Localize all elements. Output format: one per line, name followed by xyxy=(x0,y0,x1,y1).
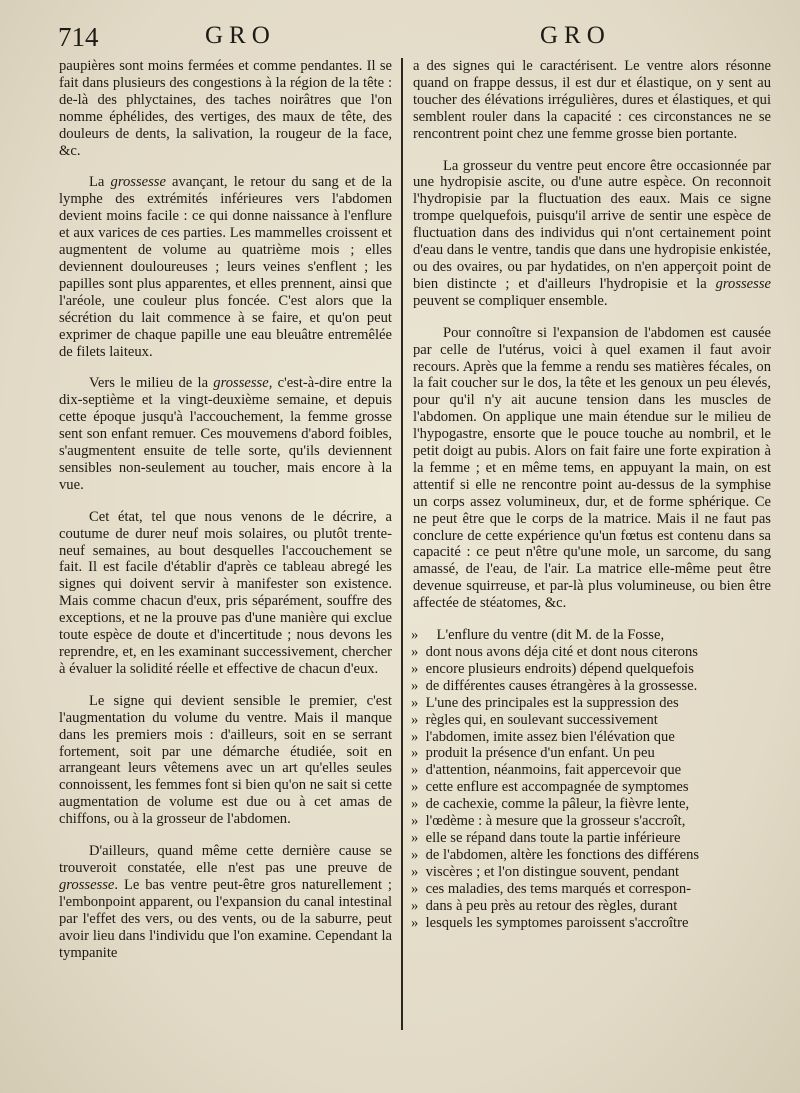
paragraph: Pour connoître si l'expansion de l'abdomen est causée par celle de l'utérus, voici à quel examen il faut avoir recours. Après que la femme a rendu ses matières fécales, on la fait coucher sur le dos, la tête et les genoux un peu élevés, pour qu'il n'y ait aucune tension dans les muscles de l'abdomen. On applique une main étendue sur le milieu de l'hypogastre, ensorte que le pouce touche au nombril, et le petit doigt au pubis. Alors on fait faire une forte expiration à la femme ; et en même tems, en appuyant la main, on est attentif si elle ne rencontre point au-dessus de la symphise un corps assez volumineux, dur, et de forme sphérique. Ce ne peut être que le corps de la matrice. Mais il ne faut pas conclure de cette expérience qu'un fœtus est contenu dans sa capacité : ce peut n'être qu'une mole, un sarcome, du sang amassé, de l'eau, de l'air. La matrice elle-même peut être devenue squirreuse, et par-là plus volumineuse, ou bien être affectée de stéatomes, &c. xyxy=(413,324,771,612)
quote-line: » produit la présence d'un enfant. Un peu xyxy=(413,745,771,762)
quote-line: » L'une des principales est la suppression des xyxy=(413,695,771,712)
page-number: 714 xyxy=(58,22,99,52)
quote-line: » elle se répand dans toute la partie inférieure xyxy=(413,830,771,847)
paragraph: Le signe qui devient sensible le premier, c'est l'augmentation du volume du ventre. Mais il manque dans les premiers mois : d'ailleurs, soit en se serrant fortement, soit par une démarche étudiée, soit en arrangeant leurs vêtemens avec un art qu'elles seules connoissent, les femmes font si bien qu'on ne sait si cette augmentation de volume est due ou à cet amas de chiffons, ou à la grosseur de l'abdomen. xyxy=(59,692,392,828)
paragraph: paupières sont moins fermées et comme pendantes. Il se fait dans plusieurs des congestions à la région de la tête : de-là des phlyctaines, des taches noirâtres que l'on nomme éphélides, des vertiges, des maux de tête, des douleurs de dents, la salivation, la rougeur de la face, &c. xyxy=(59,58,392,159)
quote-line: » viscères ; et l'on distingue souvent, pendant xyxy=(413,864,771,881)
quote-line: » l'œdème : à mesure que la grosseur s'accroît, xyxy=(413,813,771,830)
quote-line: » de différentes causes étrangères à la grossesse. xyxy=(413,678,771,695)
paragraph: La grossesse avançant, le retour du sang et de la lymphe des extrémités inférieures vers l'abdomen devient moins facile : ce qui donne naissance à l'enflure et aux varices de ces parties. Les mammelles croissent et augmentent de volume au quatrième mois ; elles deviennent douloureuses ; leurs veines s'enflent ; les papilles sont plus apparentes, et elles prennent, ainsi que l'aréole, une couleur plus foncée. C'est alors que la sécrétion du lait commence à se faire, et qu'on peut exprimer de chaque papille une eau bleuâtre entremêlée de filets laiteux. xyxy=(59,174,392,360)
paragraph: D'ailleurs, quand même cette dernière cause se trouveroit constatée, elle n'est pas une preuve de grossesse. Le bas ventre peut-être gros naturellement ; l'embonpoint apparent, ou l'expansion du canal intestinal par l'effet des vers, ou des vents, ou de la saburre, peut avoir lieu dans l'individu que l'on examine. Cependant la tympanite xyxy=(59,843,392,961)
quote-line: » dont nous avons déja cité et dont nous citerons xyxy=(413,644,771,661)
quote-line: » règles qui, en soulevant successivement xyxy=(413,712,771,729)
quote-line: » d'attention, néanmoins, fait appercevoir que xyxy=(413,762,771,779)
paragraph: La grosseur du ventre peut encore être occasionnée par une hydropisie ascite, ou d'une autre espèce. On reconnoit l'hydropisie par la fluctuation des eaux. Mais ce signe trompe quelquefois, puisqu'il arrive de sentir une espèce de fluctuation dans des individus qui n'ont certainement point d'eau dans le ventre, tandis que dans une hydropisie enkistée, ou des ovaires, ou par hydatides, on n'en apperçoit point de bien distincte ; et d'ailleurs l'hydropisie et la grossesse peuvent se compliquer ensemble. xyxy=(413,157,771,309)
quote-line: » dans à peu près au retour des règles, durant xyxy=(413,898,771,915)
quote-line: » L'enflure du ventre (dit M. de la Fosse, xyxy=(413,627,771,644)
paragraph: a des signes qui le caractérisent. Le ventre alors résonne quand on frappe dessus, il est dur et élastique, on y sent au toucher des élévations irrégulières, dures et élastiques, et qui semblent rouler dans la capacité : ces circonstances ne se rencontrent point chez une femme grosse bien portante. xyxy=(413,58,771,142)
quote-line: » de cachexie, comme la pâleur, la fièvre lente, xyxy=(413,796,771,813)
quotation-block xyxy=(413,627,771,931)
right-column xyxy=(413,58,771,931)
quote-line: » lesquels les symptomes paroissent s'accroître xyxy=(413,915,771,932)
quote-line: » de l'abdomen, altère les fonctions des différens xyxy=(413,847,771,864)
quote-line: » l'abdomen, imite assez bien l'élévation que xyxy=(413,729,771,746)
quote-line: » ces maladies, des tems marqués et correspon- xyxy=(413,881,771,898)
running-head-right: GRO xyxy=(540,22,611,49)
running-head-left: GRO xyxy=(205,22,276,49)
left-column xyxy=(59,58,392,961)
paragraph: Vers le milieu de la grossesse, c'est-à-dire entre la dix-septième et la vingt-deuxième semaine, et depuis cette époque jusqu'à l'accouchement, la femme grosse sent son enfant remuer. Ces mouvemens d'abord foibles, s'augmentent ensuite de telle sorte, qu'ils deviennent sensibles non-seulement au toucher, mais encore à la vue. xyxy=(59,375,392,493)
column-divider xyxy=(401,58,403,1030)
quote-line: » encore plusieurs endroits) dépend quelquefois xyxy=(413,661,771,678)
page-header xyxy=(0,18,800,58)
paragraph: Cet état, tel que nous venons de le décrire, a coutume de durer neuf mois solaires, ou plutôt trente-neuf semaines, au bout desquelles l'accouchement se fait. Il est facile d'établir d'après ce tableau abregé les signes qui doivent servir à manifester son existence. Mais comme chacun d'eux, pris séparément, souffre des exceptions, et ne la prouve pas d'une manière qui exclue toute espèce de doute et d'incertitude ; nous devons les reprendre, et, en les examinant successivement, chercher à évaluer la solidité réelle et effective de chacun d'eux. xyxy=(59,508,392,677)
quote-line: » cette enflure est accompagnée de symptomes xyxy=(413,779,771,796)
